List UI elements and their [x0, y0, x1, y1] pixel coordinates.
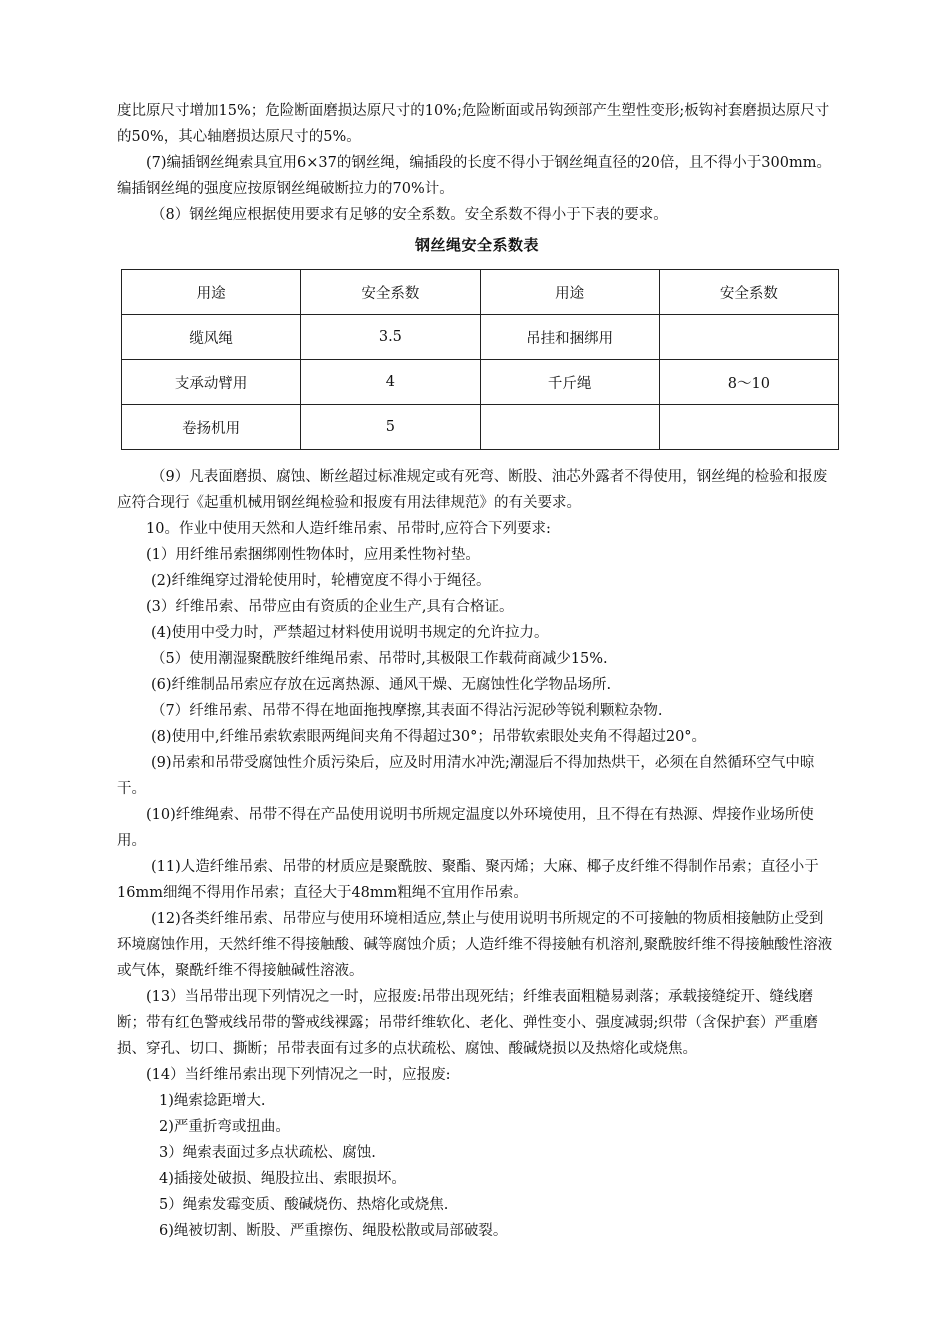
list-item: (12)各类纤维吊索、吊带应与使用环境相适应,禁止与使用说明书所规定的不可接触的物质相接触防止受到环境腐蚀作用，天然纤维不得接触酸、碱等腐蚀介质；人造纤维不得接触有机溶剂,聚酰胺纤维不得接触酸性溶液或气体，聚酰纤维不得接触碱性溶液。: [117, 911, 833, 979]
sub-list-item: 4)插接处破损、绳股拉出、索眼损坏。: [159, 1171, 406, 1187]
table-cell: 千斤绳: [480, 360, 659, 405]
table-cell: 卷扬机用: [122, 405, 301, 450]
sub-list-item: 1)绳索捻距增大.: [159, 1093, 266, 1109]
sub-list-item: 3）绳索表面过多点状疏松、腐蚀.: [159, 1145, 376, 1161]
header-cell: 安全系数: [301, 270, 480, 315]
list-item: (3）纤维吊索、吊带应由有资质的企业生产,具有合格证。: [146, 599, 514, 615]
paragraph: (7)编插钢丝绳索具宜用6×37的钢丝绳，编插段的长度不得小于钢丝绳直径的20倍，且不得小于300mm。编插钢丝绳的强度应按原钢丝绳破断拉力的70%计。: [117, 155, 831, 197]
list-item: （5）使用潮湿聚酰胺纤维绳吊索、吊带时,其极限工作载荷商减少15%.: [151, 651, 608, 667]
sub-list-item: 2)严重折弯或扭曲。: [159, 1119, 290, 1135]
table-cell: 3.5: [301, 315, 480, 360]
table-header-row: [122, 270, 839, 315]
document-page: [117, 98, 837, 1244]
table-cell: 4: [301, 360, 480, 405]
table-cell: 5: [301, 405, 480, 450]
list-item: (2)纤维绳穿过滑轮使用时，轮槽宽度不得小于绳径。: [151, 573, 491, 589]
header-cell: 用途: [480, 270, 659, 315]
table-cell: 8～10: [659, 360, 838, 405]
table-row: [122, 315, 839, 360]
header-cell: 安全系数: [659, 270, 838, 315]
table-row: [122, 405, 839, 450]
list-item: (14）当纤维吊索出现下列情况之一时，应报废:: [146, 1067, 451, 1083]
paragraph: 10。作业中使用天然和人造纤维吊索、吊带时,应符合下列要求:: [146, 521, 551, 537]
table-cell: [480, 405, 659, 450]
paragraph: （9）凡表面磨损、腐蚀、断丝超过标准规定或有死弯、断股、油芯外露者不得使用，钢丝绳的检验和报废应符合现行《起重机械用钢丝绳检验和报废有用法律规范》的有关要求。: [117, 469, 828, 511]
sub-list-item: 5）绳索发霉变质、酸碱烧伤、热熔化或烧焦.: [159, 1197, 449, 1213]
table-cell: 吊挂和捆绑用: [480, 315, 659, 360]
list-item: (9)吊索和吊带受腐蚀性介质污染后，应及时用清水冲洗;潮湿后不得加热烘干，必须在自然循环空气中晾干。: [117, 755, 815, 797]
list-item: (13）当吊带出现下列情况之一时，应报废:吊带出现死结；纤维表面粗糙易剥落；承载接缝绽开、缝线磨断；带有红色警戒线吊带的警戒线裸露；吊带纤维软化、老化、弹性变小、强度减弱;织带（含保护套）严重磨损、穿孔、切口、撕断；吊带表面有过多的点状疏松、腐蚀、酸碱烧损以及热熔化或烧焦。: [117, 989, 818, 1057]
table-title: 钢丝绳安全系数表: [414, 236, 539, 254]
table-cell: [659, 405, 838, 450]
paragraph: 度比原尺寸增加15%；危险断面磨损达原尺寸的10%;危险断面或吊钩颈部产生塑性变形;板钩衬套磨损达原尺寸的50%，其心轴磨损达原尺寸的5%。: [117, 103, 830, 145]
list-item: (10)纤维绳索、吊带不得在产品使用说明书所规定温度以外环境使用，且不得在有热源、焊接作业场所使用。: [117, 807, 814, 849]
table-cell: [659, 315, 838, 360]
safety-factor-table: [121, 269, 839, 450]
header-cell: 用途: [122, 270, 301, 315]
list-item: (1）用纤维吊索捆绑刚性物体时，应用柔性物衬垫。: [146, 547, 480, 563]
list-item: (8)使用中,纤维吊索软索眼两绳间夹角不得超过30°；吊带软索眼处夹角不得超过20°。: [151, 729, 707, 745]
list-item: (4)使用中受力时，严禁超过材料使用说明书规定的允许拉力。: [151, 625, 549, 641]
table-cell: 缆风绳: [122, 315, 301, 360]
table-row: [122, 360, 839, 405]
list-item: （7）纤维吊索、吊带不得在地面拖拽摩擦,其表面不得沾污泥砂等锐利颗粒杂物.: [151, 703, 663, 719]
sub-list-item: 6)绳被切割、断股、严重擦伤、绳股松散或局部破裂。: [159, 1223, 508, 1239]
list-item: (11)人造纤维吊索、吊带的材质应是聚酰胺、聚酯、聚丙烯；大麻、椰子皮纤维不得制作吊索；直径小于16mm细绳不得用作吊索；直径大于48mm粗绳不宜用作吊索。: [117, 859, 819, 901]
table-cell: 支承动臂用: [122, 360, 301, 405]
list-item: (6)纤维制品吊索应存放在远离热源、通风干燥、无腐蚀性化学物品场所.: [151, 677, 612, 693]
paragraph: （8）钢丝绳应根据使用要求有足够的安全系数。安全系数不得小于下表的要求。: [151, 207, 668, 223]
